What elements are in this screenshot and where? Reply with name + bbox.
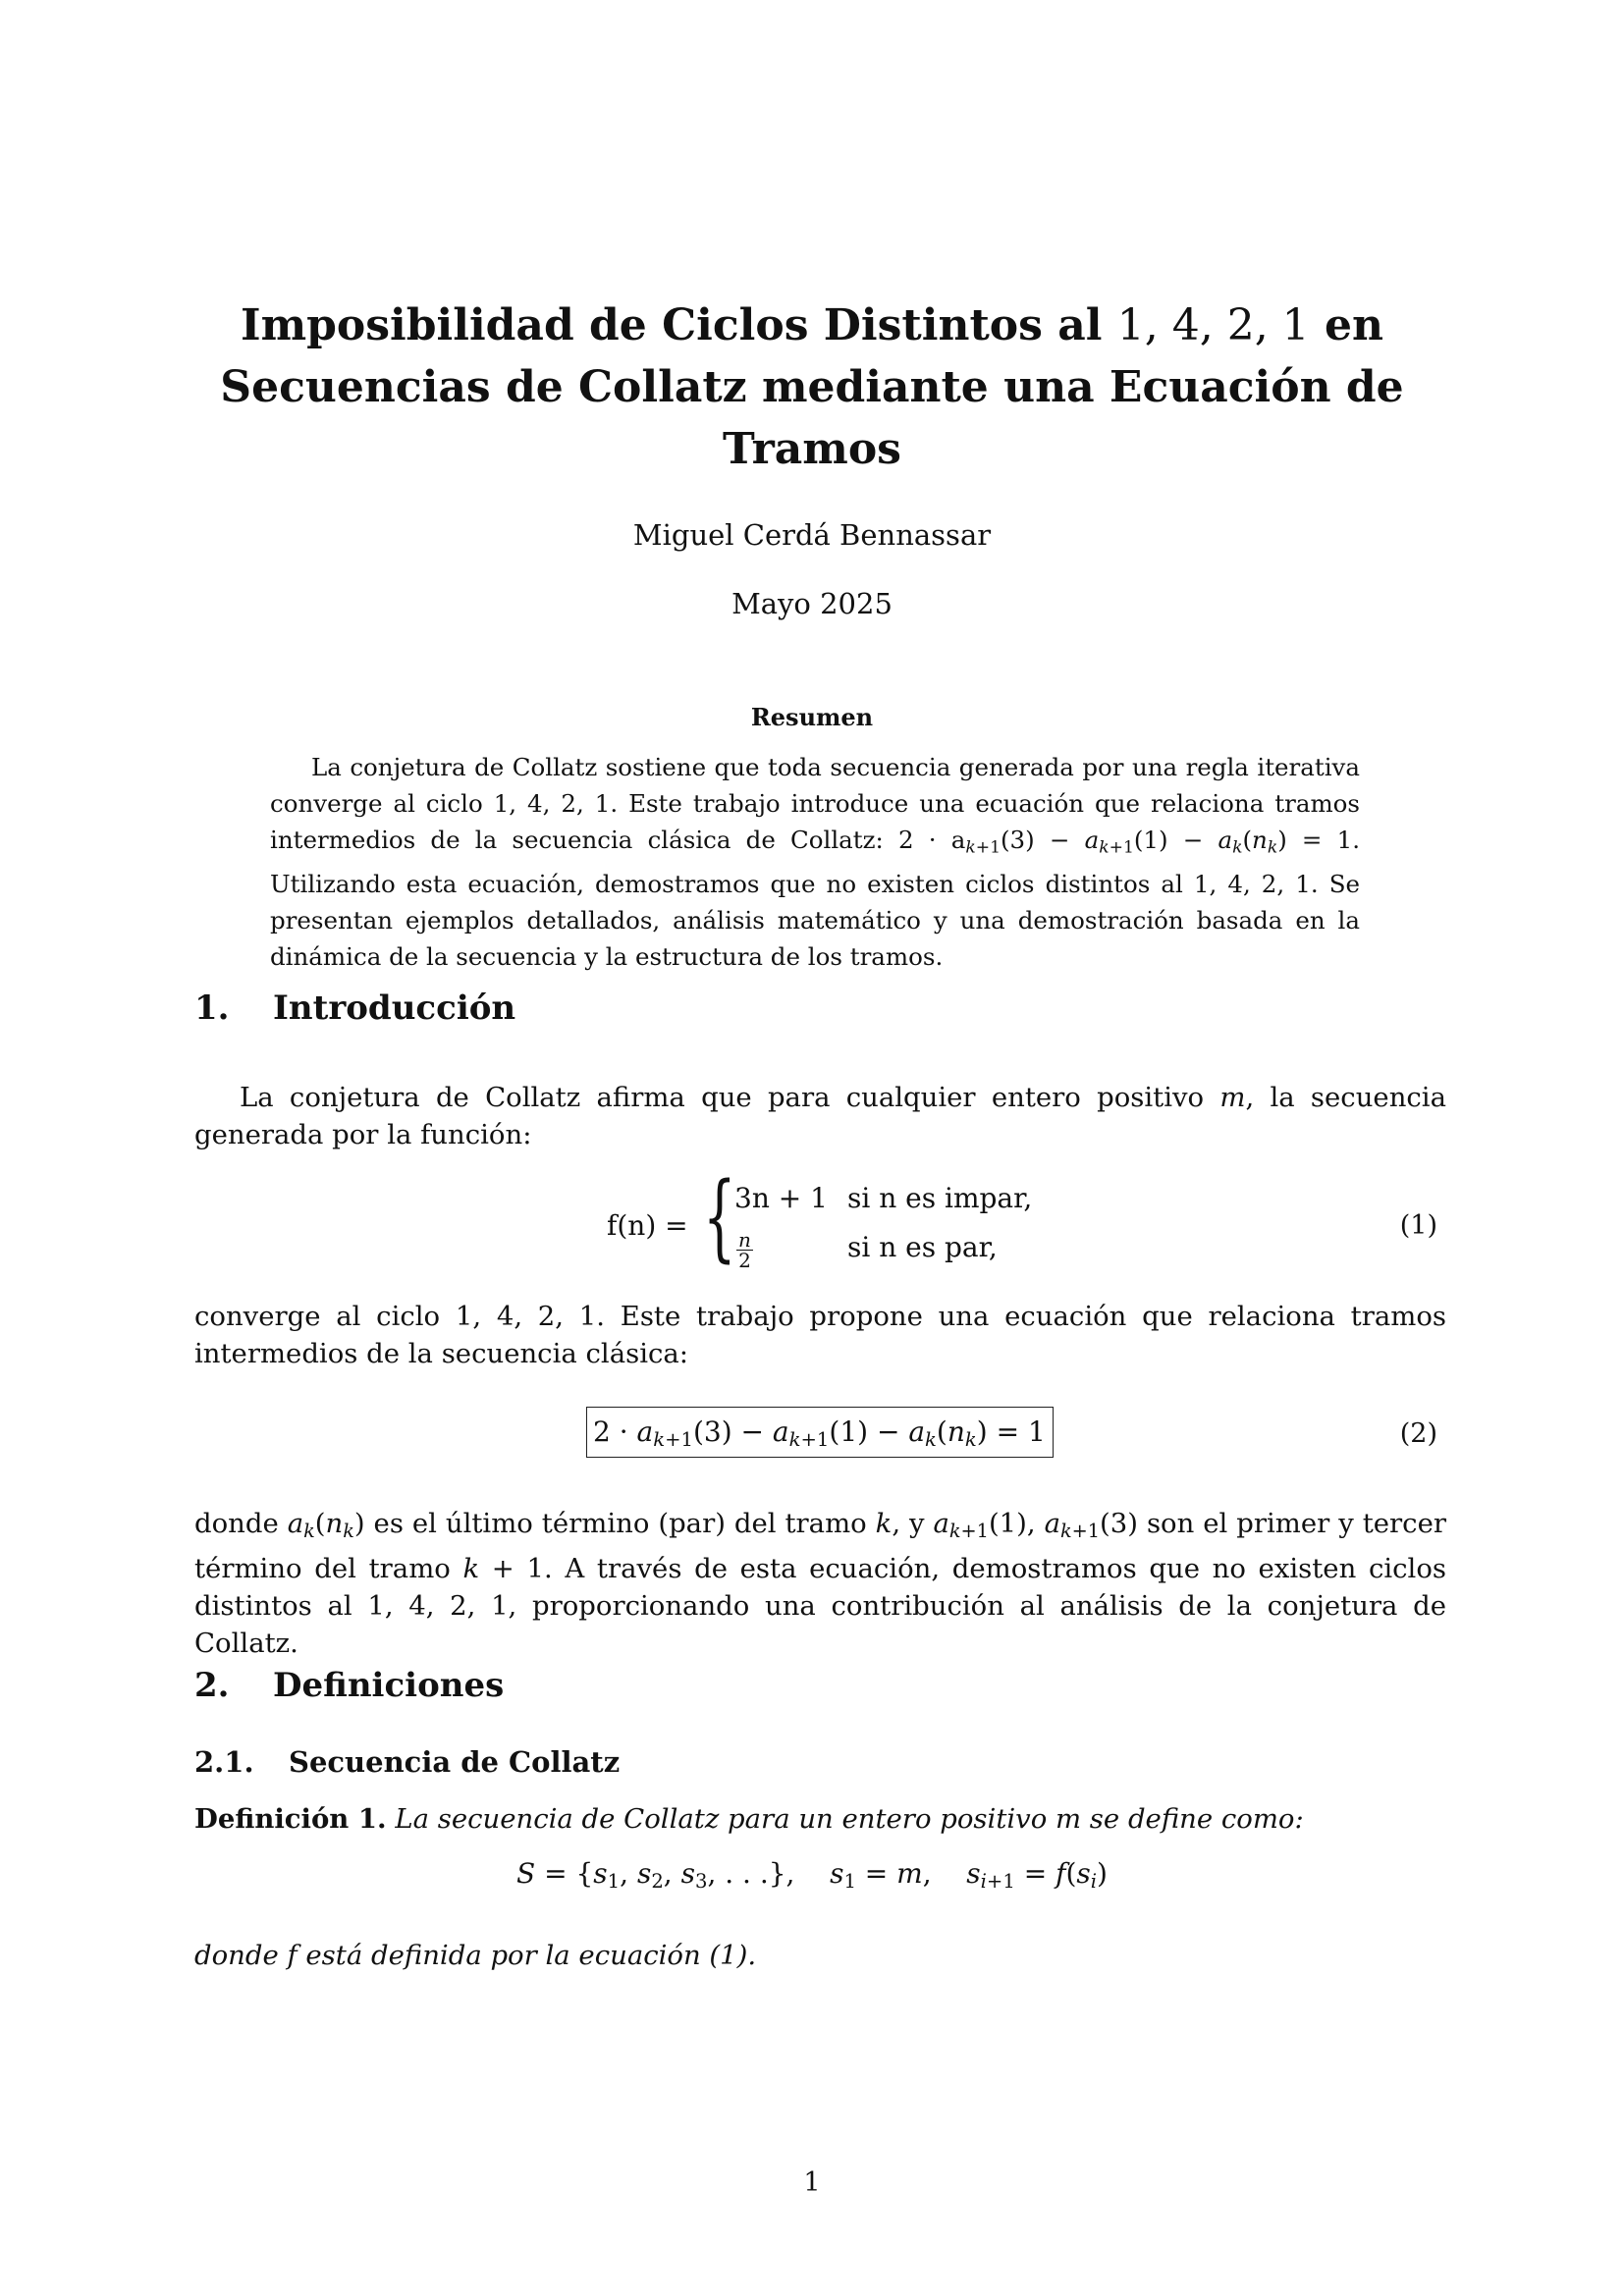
intro-paragraph-1: La conjetura de Collatz afirma que para cualquier entero positivo m, la secuencia generada por la función: <box>194 1082 1446 1150</box>
definition-1-after: donde f está definida por la ecuación (1). <box>194 1940 757 1971</box>
equation-1-number: (1) <box>1399 1210 1437 1241</box>
page-number: 1 <box>803 2167 821 2198</box>
title-line1-math: 1, 4, 2, 1 <box>1116 300 1310 350</box>
eq1-case2-fraction: $\frac{n}{2}$ <box>738 1228 751 1272</box>
section-1-title: Introducción <box>273 988 516 1028</box>
abstract-body <box>270 749 1360 975</box>
definition-equation: $S = \{s_1$, $s_2$, $s_3$, . . .}, $s_1 = m$, $s_{i+1} = f(s_i)$ <box>516 1857 1108 1893</box>
section-2-title: Definiciones <box>273 1666 505 1705</box>
author: Miguel Cerdá Bennassar <box>632 518 992 552</box>
subsection-2-1-number: 2.1. <box>194 1745 254 1779</box>
intro-paragraph-2: converge al ciclo 1, 4, 2, 1. Este trabajo propone una ecuación que relaciona tramos intermedios de la secuencia clásica: <box>194 1301 1446 1369</box>
definition-1-label: Definición 1. <box>194 1803 387 1835</box>
abstract-text-1: La conjetura de Collatz sostiene que toda secuencia generada por una regla iterativa converge al ciclo 1, 4, 2, 1. Este trabajo introduce una ecuación que relaciona tramos intermedios de la secuencia clásica de Collatz: <box>270 753 1360 854</box>
definition-1-text: La secuencia de Collatz para un entero positivo m se define como: <box>395 1803 1304 1835</box>
eq1-case1-value: 3n + 1 <box>734 1182 828 1214</box>
eq1-case1-condition: si n es impar, <box>847 1182 1033 1214</box>
title-line2: Secuencias de Collatz mediante una Ecuación de <box>220 362 1404 412</box>
title-line3: Tramos <box>723 424 901 474</box>
paper-title <box>0 294 1624 480</box>
eq1-brace: { <box>703 1162 736 1272</box>
section-2-heading <box>194 1666 504 1705</box>
section-1-number: 1. <box>194 988 230 1028</box>
date: Mayo 2025 <box>731 587 893 620</box>
abstract-text-2: . Utilizando esta ecuación, demostramos que no existen ciclos distintos al 1, 4, 2, 1. Se presentan ejemplos detallados, análisis matemático y una demostración basada en la dinámica de la secuencia y la estructura de los tramos. <box>270 826 1361 972</box>
title-line1-end: en <box>1325 300 1383 350</box>
section-2-number: 2. <box>194 1666 230 1705</box>
abstract-equation: $2 \cdot a_{k+1}(3) - a_{k+1}(1) - a_k(n_k) = 1$ <box>897 826 1353 858</box>
equation-2-number: (2) <box>1399 1418 1437 1449</box>
eq1-lhs: f(n) = <box>607 1209 688 1242</box>
definition-1 <box>194 1800 1446 1838</box>
abstract-heading: Resumen <box>750 703 874 731</box>
eq1-case2-condition: si n es par, <box>847 1231 998 1263</box>
subsection-2-1-title: Secuencia de Collatz <box>289 1745 621 1779</box>
subsection-2-1-heading <box>194 1745 620 1779</box>
section-1-heading <box>194 988 515 1028</box>
equation-2-boxed: $2 \cdot a_{k+1}(3) - a_{k+1}(1) - a_k(n_k) = 1$ <box>586 1407 1054 1458</box>
intro-paragraph-3: donde $a_k(n_k)$ es el último término (par) del tramo k, y $a_{k+1}(1)$, $a_{k+1}(3)$ son el primer y tercer término del tramo k + 1. A través de esta ecuación, demostramos que no existen ciclos distintos al 1, 4, 2, 1, proporcionando una contribución al análisis de la conjetura de Collatz. <box>194 1508 1447 1659</box>
title-line1-text: Imposibilidad de Ciclos Distintos al <box>241 300 1103 350</box>
equation-1 <box>607 1162 1098 1282</box>
